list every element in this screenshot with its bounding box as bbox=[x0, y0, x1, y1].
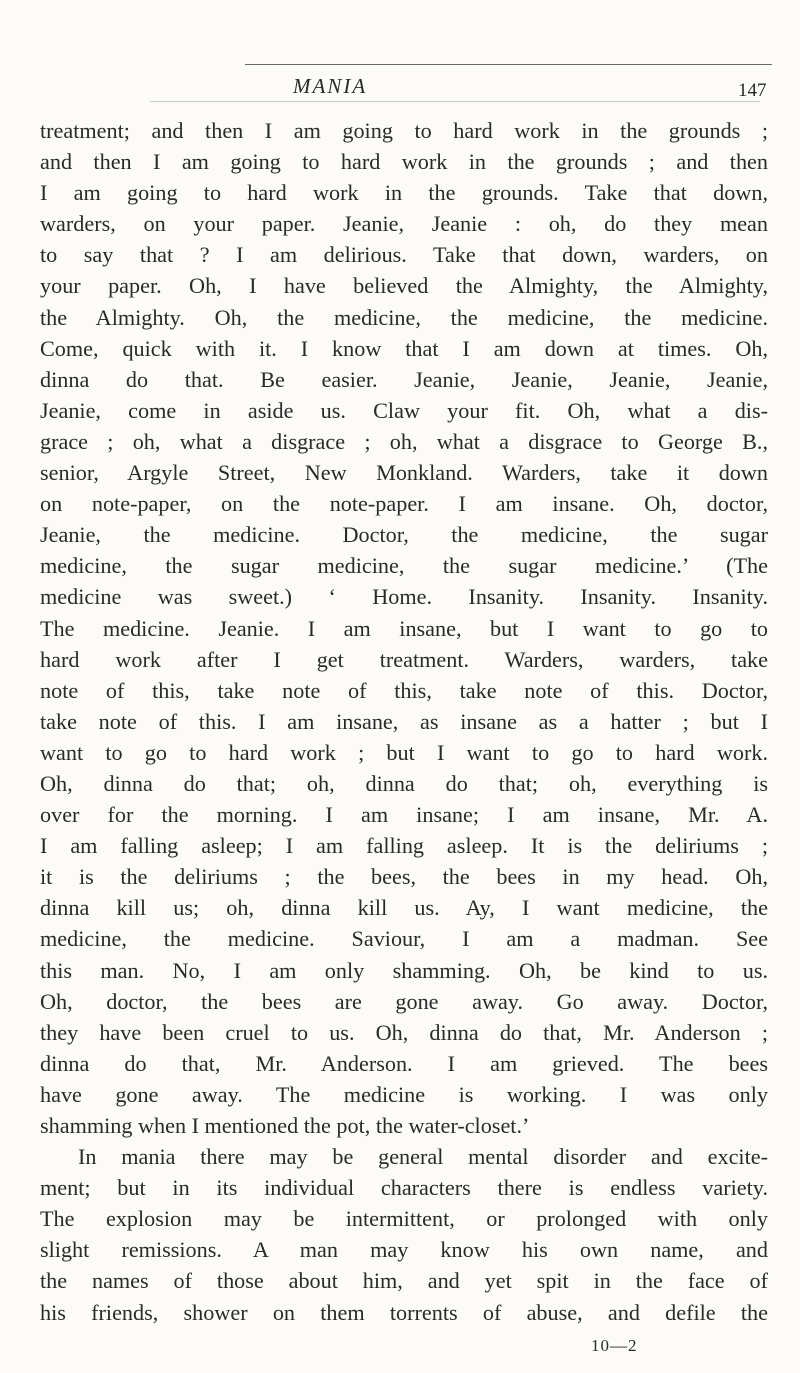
text-line: dinna do that, Mr. Anderson. I am grieved. The bees bbox=[40, 1050, 768, 1076]
text-line: ment; but in its individual characters there is endless variety. bbox=[40, 1175, 768, 1201]
text-line: they have been cruel to us. Oh, dinna do that, Mr. Anderson ; bbox=[40, 1019, 768, 1045]
text-line: to say that ? I am delirious. Take that down, warders, on bbox=[40, 242, 768, 268]
text-line: and then I am going to hard work in the grounds ; and then bbox=[40, 149, 768, 175]
text-line: on note-paper, on the note-paper. I am insane. Oh, doctor, bbox=[40, 491, 768, 517]
text-line: I am falling asleep; I am falling asleep. It is the deliriums ; bbox=[40, 833, 768, 859]
text-line: his friends, shower on them torrents of abuse, and defile the bbox=[40, 1299, 768, 1325]
text-line: Oh, dinna do that; oh, dinna do that; oh, everything is bbox=[40, 770, 768, 796]
text-line: the Almighty. Oh, the medicine, the medicine, the medicine. bbox=[40, 304, 768, 330]
signature-mark: 10—2 bbox=[591, 1336, 638, 1355]
text-line: dinna kill us; oh, dinna kill us. Ay, I want medicine, the bbox=[40, 895, 768, 921]
text-line: dinna do that. Be easier. Jeanie, Jeanie, Jeanie, Jeanie, bbox=[40, 366, 768, 392]
text-line: want to go to hard work ; but I want to go to hard work. bbox=[40, 739, 768, 765]
text-line: The explosion may be intermittent, or prolonged with only bbox=[40, 1206, 768, 1232]
body-text bbox=[40, 115, 768, 1328]
text-line: Jeanie, the medicine. Doctor, the medicine, the sugar bbox=[40, 522, 768, 548]
header-rule bbox=[245, 64, 772, 65]
text-line: hard work after I get treatment. Warders, warders, take bbox=[40, 646, 768, 672]
text-line: shamming when I mentioned the pot, the water-closet.’ bbox=[40, 1113, 530, 1138]
text-line: Jeanie, come in aside us. Claw your fit. Oh, what a dis- bbox=[40, 397, 768, 423]
text-line: it is the deliriums ; the bees, the bees in my head. Oh, bbox=[40, 864, 768, 890]
text-line: treatment; and then I am going to hard work in the grounds ; bbox=[40, 118, 768, 143]
text-line: warders, on your paper. Jeanie, Jeanie : oh, do they mean bbox=[40, 211, 768, 237]
text-line: I am going to hard work in the grounds. Take that down, bbox=[40, 180, 768, 206]
page-number: 147 bbox=[738, 80, 767, 101]
text-line: grace ; oh, what a disgrace ; oh, what a disgrace to George B., bbox=[40, 428, 768, 454]
text-line: note of this, take note of this, take note of this. Doctor, bbox=[40, 677, 768, 703]
text-line: senior, Argyle Street, New Monkland. Warders, take it down bbox=[40, 460, 768, 486]
text-line: take note of this. I am insane, as insane as a hatter ; but I bbox=[40, 708, 768, 734]
text-line: medicine was sweet.) ‘ Home. Insanity. Insanity. Insanity. bbox=[40, 584, 768, 610]
text-line: over for the morning. I am insane; I am insane, Mr. A. bbox=[40, 802, 768, 828]
text-line: slight remissions. A man may know his own name, and bbox=[40, 1237, 768, 1263]
text-line: medicine, the medicine. Saviour, I am a madman. See bbox=[40, 926, 768, 952]
running-head: MANIA bbox=[293, 74, 368, 98]
header-underline bbox=[150, 101, 760, 102]
text-line: your paper. Oh, I have believed the Almighty, the Almighty, bbox=[40, 273, 768, 299]
text-line: Oh, doctor, the bees are gone away. Go away. Doctor, bbox=[40, 988, 768, 1014]
text-line: In mania there may be general mental disorder and excite- bbox=[78, 1144, 768, 1170]
text-line: medicine, the sugar medicine, the sugar medicine.’ (The bbox=[40, 553, 768, 579]
text-line: the names of those about him, and yet spit in the face of bbox=[40, 1268, 768, 1294]
text-line: have gone away. The medicine is working. I was only bbox=[40, 1081, 768, 1107]
text-line: The medicine. Jeanie. I am insane, but I want to go to bbox=[40, 615, 768, 641]
text-line: this man. No, I am only shamming. Oh, be kind to us. bbox=[40, 957, 768, 983]
text-line: Come, quick with it. I know that I am down at times. Oh, bbox=[40, 335, 768, 361]
